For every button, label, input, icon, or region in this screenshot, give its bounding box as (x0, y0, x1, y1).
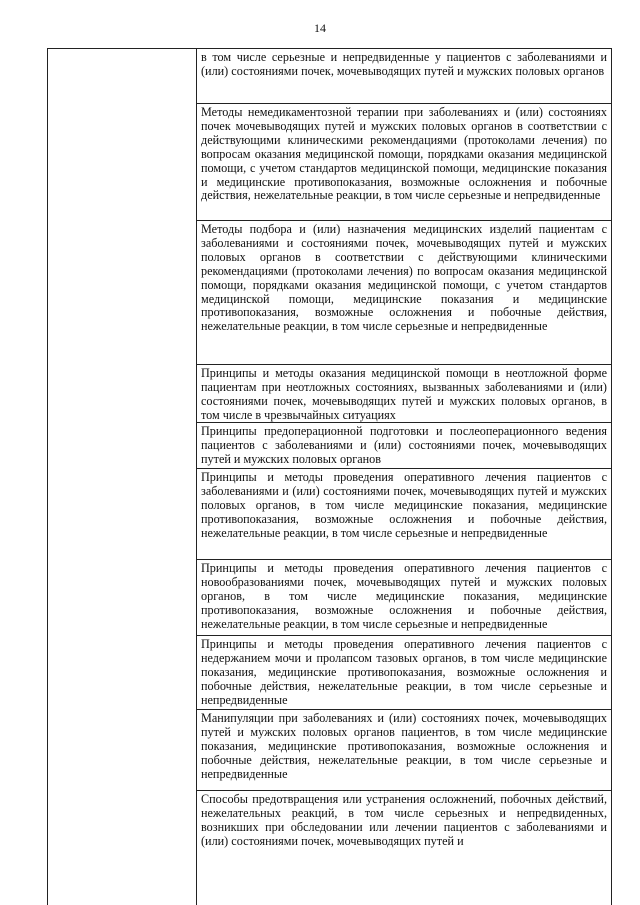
table-row: Принципы и методы проведения оперативного лечения пациентов с новообразованиями почек, мочевыводящих путей и мужских половых органов, в том числе медицинские показания, медицинские противопоказания, возможные осложнения и побочные действия, нежелательные реакции, в том числе серьезные и непредвиденные (197, 560, 611, 636)
table-row: Методы немедикаментозной терапии при заболеваниях и (или) состояниях почек мочевыводящих путей и мужских половых органов в соответствии с действующими клиническими рекомендациями (протоколами лечения) по вопросам оказания медицинской помощи, порядками оказания медицинской помощи, с учетом стандартов медицинской помощи, медицинские показания и медицинские противопоказания, возможные осложнения и побочные действия, нежелательные реакции, в том числе серьезные и непредвиденные (197, 104, 611, 221)
table-row: Методы подбора и (или) назначения медицинских изделий пациентам с заболеваниями и состояниями почек, мочевыводящих путей и мужских половых органов в соответствии с действующими клиническими рекомендациями (протоколами лечения) по вопросам оказания медицинской помощи, порядками оказания медицинской помощи, с учетом стандартов медицинской помощи, медицинские показания и медицинские противопоказания, возможные осложнения и побочные действия, нежелательные реакции, в том числе серьезные и непредвиденные (197, 221, 611, 365)
page-number: 14 (314, 21, 326, 35)
table-row: Способы предотвращения или устранения осложнений, побочных действий, нежелательных реакций, в том числе серьезных и непредвиденных, возникших при обследовании или лечении пациентов с заболеваниями и (или) состояниями почек, мочевыводящих путей и (201, 792, 607, 848)
table-row: Принципы и методы проведения оперативного лечения пациентов с заболеваниями и (или) состояниями почек, мочевыводящих путей и мужских половых органов, в том числе медицинские показания, медицинские противопоказания, возможные осложнения и побочные действия, нежелательные реакции, в том числе серьезные и непредвиденные (197, 469, 611, 560)
table-left-column (48, 49, 197, 905)
table-row: в том числе серьезные и непредвиденные у пациентов с заболеваниями и (или) состояниями почек, мочевыводящих путей и мужских половых органов (197, 49, 611, 104)
table-row: Принципы предоперационной подготовки и послеоперационного ведения пациентов с заболеваниями и (или) состояниями почек, мочевыводящих путей и мужских половых органов (197, 423, 611, 469)
table-row: Принципы и методы проведения оперативного лечения пациентов с недержанием мочи и пролапсом тазовых органов, в том числе медицинские показания, медицинские противопоказания, возможные осложнения и побочные действия, нежелательные реакции, в том числе серьезные и непредвиденные (197, 636, 611, 710)
table-row: Манипуляции при заболеваниях и (или) состояниях почек, мочевыводящих путей и мужских половых органов пациентов, в том числе медицинские показания, медицинские противопоказания, возможные осложнения и побочные действия, нежелательные реакции, в том числе серьезные и непредвиденные (197, 710, 611, 791)
table-row: Принципы и методы оказания медицинской помощи в неотложной форме пациентам при неотложных состояниях, вызванных заболеваниями и (или) состояниями почек, мочевыводящих путей и мужских половых органов, в том числе в чрезвычайных ситуациях (197, 365, 611, 423)
table-right-column (197, 49, 611, 861)
requirements-table (47, 48, 612, 905)
